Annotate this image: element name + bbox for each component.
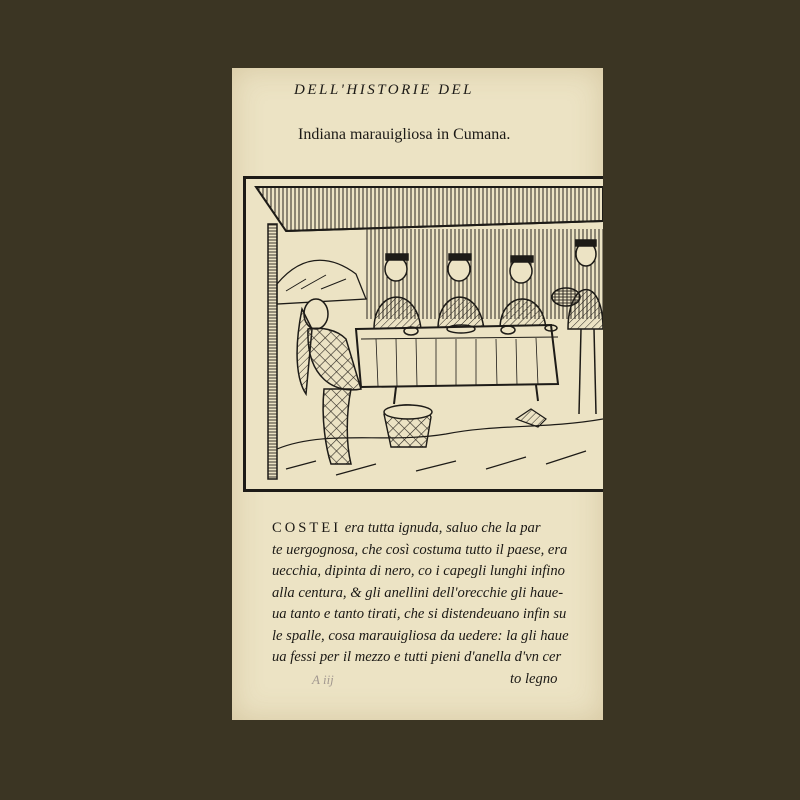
woodcut-drawing [246, 179, 603, 489]
seated-woman [297, 299, 361, 464]
book-page [232, 68, 603, 720]
hills [277, 260, 366, 304]
lead-word: COSTEI [272, 520, 342, 536]
text-line: le spalle, cosa marauigliosa da uedere: la gli haue [272, 627, 569, 644]
catchword: to legno [510, 670, 558, 687]
text-line: ua tanto e tanto tirati, che si distendeuano infin su [272, 606, 567, 622]
table [356, 325, 558, 404]
awning [256, 187, 603, 231]
text-line: te uergognosa, che così costuma tutto il paese, era [272, 541, 568, 558]
text-line [272, 518, 602, 540]
text-line: uecchia, dipinta di nero, co i capegli lunghi infino [272, 563, 565, 579]
text-line: ua fessi per il mezzo e tutti pieni d'anella d'vn cer [272, 649, 562, 665]
text-line-rest: era tutta ignuda, saluo che la par [344, 520, 541, 536]
signature-mark: A iij [312, 672, 334, 687]
basket [384, 405, 432, 447]
text-line: alla centura, & gli anellini dell'orecchie gli haue- [272, 584, 564, 601]
illustration-caption: Indiana marauigliosa in Cumana. [298, 126, 511, 143]
body-text [272, 518, 602, 690]
tent-post [268, 224, 277, 479]
woodcut-illustration [243, 176, 603, 492]
running-head: DELL'HISTORIE DEL [294, 82, 475, 98]
